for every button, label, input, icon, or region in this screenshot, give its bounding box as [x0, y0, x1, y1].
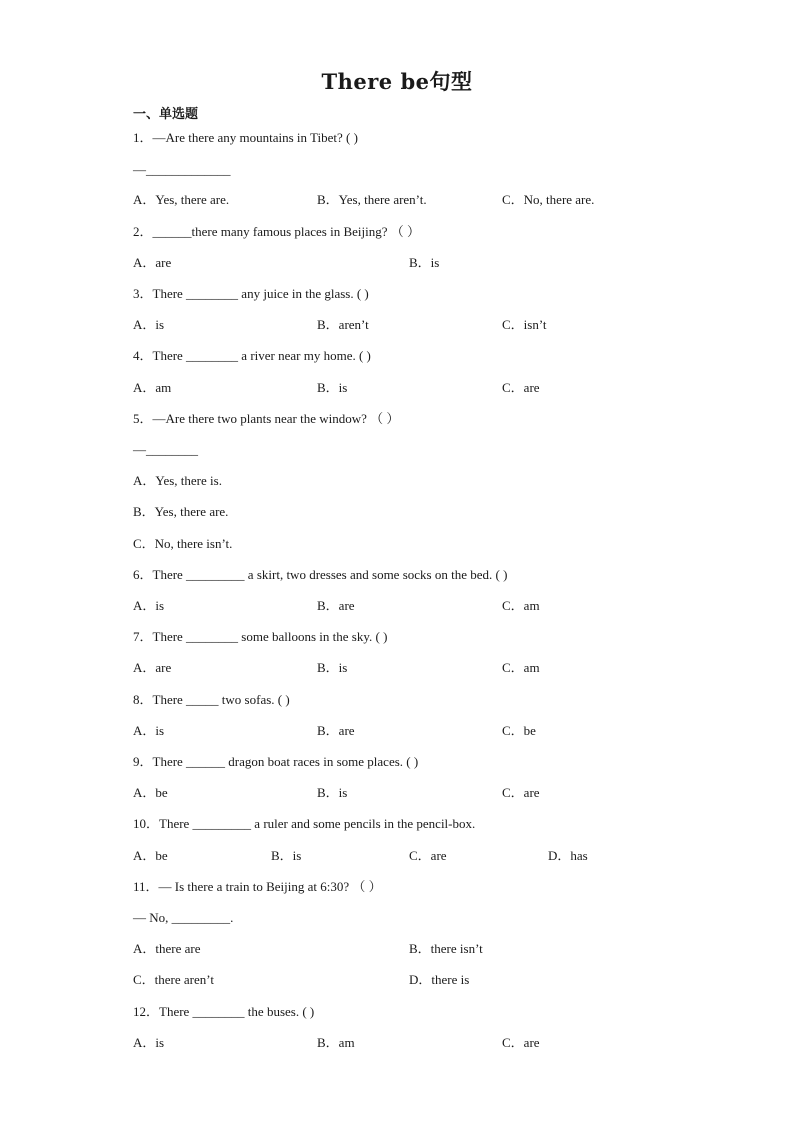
section-heading: 一、单选题: [133, 107, 199, 122]
question-11-answer-line: — No, _________.: [133, 910, 234, 925]
question-9-option-b[interactable]: B．is: [317, 785, 348, 800]
question-12-stem: 12．There ________ the buses. ( ): [133, 1004, 315, 1019]
question-10-option-c[interactable]: C．are: [409, 848, 447, 863]
question-11-option-c[interactable]: C．there aren’t: [133, 972, 214, 987]
question-9-option-c[interactable]: C．are: [502, 785, 540, 800]
question-8-option-a[interactable]: A．is: [133, 723, 165, 738]
question-1-option-a[interactable]: A．Yes, there are.: [133, 192, 230, 207]
question-11-option-a[interactable]: A．there are: [133, 941, 201, 956]
question-4-stem: 4．There ________ a river near my home. ( ): [133, 348, 371, 363]
question-2-option-b[interactable]: B．is: [409, 255, 440, 270]
question-4-option-c[interactable]: C．are: [502, 380, 540, 395]
question-6-option-a[interactable]: A．is: [133, 598, 165, 613]
question-11-option-d[interactable]: D．there is: [409, 972, 470, 987]
question-11-stem: 11．— Is there a train to Beijing at 6:30? （ ）: [133, 879, 382, 894]
question-7-option-b[interactable]: B．is: [317, 660, 348, 675]
question-6-stem: 6．There _________ a skirt, two dresses and some socks on the bed. ( ): [133, 567, 508, 582]
question-5-option-c[interactable]: C．No, there isn’t.: [133, 536, 233, 551]
question-9-stem: 9．There ______ dragon boat races in some places. ( ): [133, 754, 419, 769]
question-4-option-b[interactable]: B．is: [317, 380, 348, 395]
question-6-option-c[interactable]: C．am: [502, 598, 540, 613]
question-8-option-b[interactable]: B．are: [317, 723, 355, 738]
question-4-option-a[interactable]: A．am: [133, 380, 172, 395]
question-12-option-a[interactable]: A．is: [133, 1035, 165, 1050]
question-7-stem: 7．There ________ some balloons in the sky. ( ): [133, 629, 388, 644]
question-11-option-b[interactable]: B．there isn’t: [409, 941, 483, 956]
question-3-option-b[interactable]: B．aren’t: [317, 317, 369, 332]
question-6-option-b[interactable]: B．are: [317, 598, 355, 613]
question-1-option-c[interactable]: C．No, there are.: [502, 192, 595, 207]
question-10-stem: 10．There _________ a ruler and some pencils in the pencil-box.: [133, 816, 476, 831]
question-2-stem: 2．______there many famous places in Beijing? （ ）: [133, 224, 421, 239]
page-title: There be句型: [321, 69, 473, 94]
question-3-stem: 3．There ________ any juice in the glass. ( ): [133, 286, 369, 301]
question-5-answer-line: —________: [133, 442, 198, 457]
question-10-option-b[interactable]: B．is: [271, 848, 302, 863]
question-7-option-a[interactable]: A．are: [133, 660, 172, 675]
question-9-option-a[interactable]: A．be: [133, 785, 168, 800]
question-12-option-b[interactable]: B．am: [317, 1035, 355, 1050]
question-10-option-a[interactable]: A．be: [133, 848, 168, 863]
question-5-stem: 5．—Are there two plants near the window? （ ）: [133, 411, 400, 426]
question-10-option-d[interactable]: D．has: [548, 848, 588, 863]
question-1-answer-line: —_____________: [133, 162, 231, 177]
question-3-option-a[interactable]: A．is: [133, 317, 165, 332]
question-8-option-c[interactable]: C．be: [502, 723, 536, 738]
question-7-option-c[interactable]: C．am: [502, 660, 540, 675]
question-5-option-a[interactable]: A．Yes, there is.: [133, 473, 222, 488]
question-12-option-c[interactable]: C．are: [502, 1035, 540, 1050]
question-1-option-b[interactable]: B．Yes, there aren’t.: [317, 192, 427, 207]
question-3-option-c[interactable]: C．isn’t: [502, 317, 547, 332]
question-8-stem: 8．There _____ two sofas. ( ): [133, 692, 290, 707]
question-5-option-b[interactable]: B．Yes, there are.: [133, 504, 229, 519]
question-2-option-a[interactable]: A．are: [133, 255, 172, 270]
question-1-stem: 1．—Are there any mountains in Tibet? ( ): [133, 130, 358, 145]
